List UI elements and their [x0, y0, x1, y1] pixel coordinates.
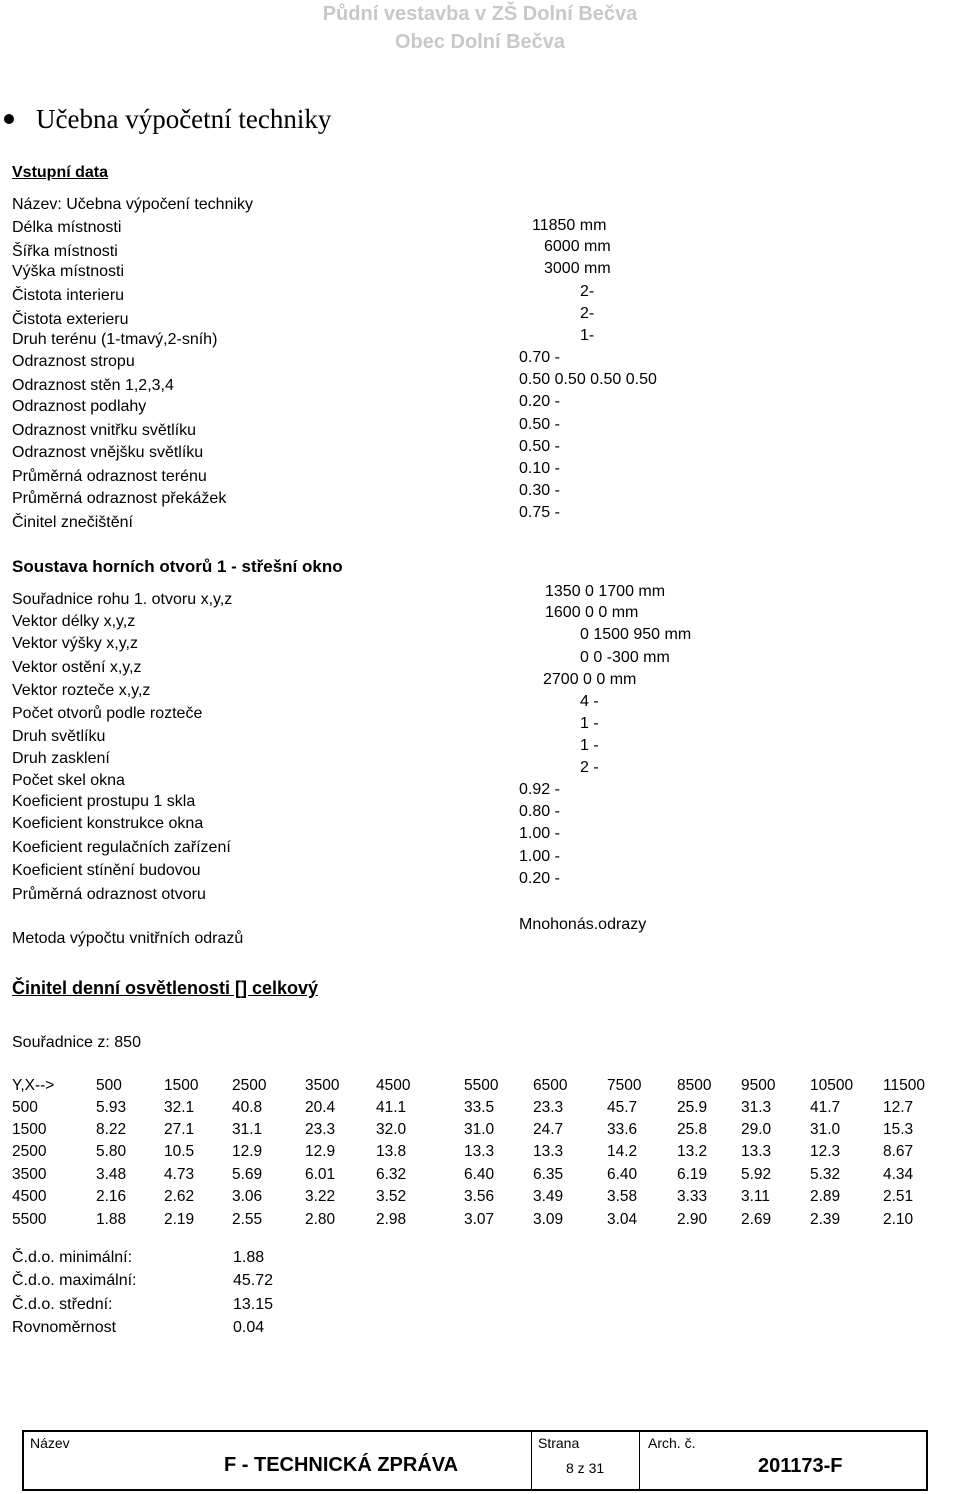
input-heading: Vstupní data [12, 164, 109, 181]
table-cell: 2.62 [164, 1188, 195, 1205]
openings-value: 2 - [580, 759, 599, 776]
table-cell: 6.40 [464, 1166, 495, 1183]
table-cell: 3.09 [533, 1211, 564, 1228]
input-value: 0.30 - [519, 482, 560, 499]
input-label: Odraznost stropu [12, 353, 135, 370]
table-cell: 3.04 [607, 1211, 638, 1228]
input-label: Odraznost podlahy [12, 398, 147, 415]
page-number: 8 z 31 [566, 1460, 605, 1476]
title-block-arch-label: Arch. č. [648, 1435, 696, 1451]
input-label: Výška místnosti [12, 263, 125, 280]
table-cell: 13.8 [376, 1143, 407, 1160]
input-value: 11850 mm [532, 217, 607, 234]
table-cell: 12.9 [305, 1143, 336, 1160]
table-cell: 29.0 [741, 1121, 772, 1138]
table-column-header: 10500 [810, 1077, 854, 1094]
table-row-header: 500 [12, 1099, 38, 1116]
table-row-header: 5500 [12, 1211, 47, 1228]
input-label: Činitel znečištění [12, 514, 133, 531]
summary-value: 13.15 [233, 1296, 274, 1313]
table-cell: 2.98 [376, 1211, 407, 1228]
openings-label: Počet skel okna [12, 772, 125, 789]
title-block-page-label: Strana [538, 1435, 580, 1451]
openings-label: Průměrná odraznost otvoru [12, 886, 206, 903]
openings-label: Metoda výpočtu vnitřních odrazů [12, 930, 244, 947]
table-cell: 3.48 [96, 1166, 127, 1183]
table-cell: 31.0 [810, 1121, 841, 1138]
table-corner-label: Y,X--> [12, 1077, 55, 1094]
table-cell: 45.7 [607, 1099, 638, 1116]
table-cell: 25.8 [677, 1121, 708, 1138]
input-value: 0.50 0.50 0.50 0.50 [519, 371, 657, 388]
input-label: Délka místnosti [12, 219, 122, 236]
table-cell: 40.8 [232, 1099, 263, 1116]
table-cell: 20.4 [305, 1099, 336, 1116]
table-cell: 3.58 [607, 1188, 638, 1205]
coordinate-z: Souřadnice z: 850 [12, 1034, 141, 1051]
table-cell: 5.92 [741, 1166, 772, 1183]
table-cell: 2.51 [883, 1188, 914, 1205]
table-row-header: 4500 [12, 1188, 47, 1205]
table-cell: 2.10 [883, 1211, 914, 1228]
table-column-header: 5500 [464, 1077, 499, 1094]
input-value: 1- [580, 327, 595, 344]
table-cell: 8.67 [883, 1143, 914, 1160]
summary-label: Č.d.o. minimální: [12, 1249, 133, 1266]
openings-value: 0 1500 950 mm [580, 626, 692, 643]
table-cell: 5.93 [96, 1099, 127, 1116]
table-cell: 13.3 [533, 1143, 564, 1160]
input-label: Šířka místnosti [12, 243, 118, 260]
openings-label: Koeficient stínění budovou [12, 862, 201, 879]
table-cell: 27.1 [164, 1121, 195, 1138]
table-cell: 2.80 [305, 1211, 336, 1228]
table-column-header: 500 [96, 1077, 122, 1094]
table-column-header: 4500 [376, 1077, 411, 1094]
openings-value: 0.92 - [519, 781, 560, 798]
table-cell: 3.07 [464, 1211, 495, 1228]
input-value: 2- [580, 283, 595, 300]
table-column-header: 2500 [232, 1077, 267, 1094]
table-column-header: 3500 [305, 1077, 340, 1094]
table-cell: 2.19 [164, 1211, 195, 1228]
openings-value: 0.20 - [519, 870, 560, 887]
document-title: F - TECHNICKÁ ZPRÁVA [224, 1454, 459, 1476]
table-column-header: 8500 [677, 1077, 712, 1094]
table-cell: 6.01 [305, 1166, 336, 1183]
table-cell: 41.1 [376, 1099, 407, 1116]
table-cell: 12.3 [810, 1143, 841, 1160]
openings-value: 1 - [580, 737, 599, 754]
openings-label: Počet otvorů podle rozteče [12, 705, 203, 722]
table-cell: 3.52 [376, 1188, 407, 1205]
header-client: Obec Dolní Bečva [394, 31, 566, 53]
table-cell: 2.90 [677, 1211, 708, 1228]
bullet-icon [4, 114, 14, 124]
table-cell: 41.7 [810, 1099, 841, 1116]
input-value: 6000 mm [544, 238, 611, 255]
title-block-name-label: Název [30, 1435, 70, 1451]
table-column-header: 1500 [164, 1077, 199, 1094]
input-label: Odraznost vnitřku světlíku [12, 422, 197, 439]
input-value: 2- [580, 305, 595, 322]
table-cell: 12.9 [232, 1143, 263, 1160]
openings-label: Vektor délky x,y,z [12, 613, 136, 630]
input-label: Odraznost vnějšku světlíku [12, 444, 204, 461]
openings-heading: Soustava horních otvorů 1 - střešní okno [12, 557, 343, 576]
summary-value: 1.88 [233, 1249, 265, 1266]
table-cell: 5.32 [810, 1166, 841, 1183]
table-cell: 33.5 [464, 1099, 495, 1116]
table-cell: 3.33 [677, 1188, 708, 1205]
table-cell: 31.0 [464, 1121, 495, 1138]
title-block [22, 1430, 928, 1491]
input-value: 0.10 - [519, 460, 560, 477]
table-cell: 13.3 [464, 1143, 495, 1160]
table-cell: 2.89 [810, 1188, 841, 1205]
table-cell: 3.11 [741, 1188, 771, 1205]
input-label: Průměrná odraznost terénu [12, 468, 207, 485]
openings-value: 2700 0 0 mm [543, 671, 637, 688]
table-cell: 23.3 [305, 1121, 336, 1138]
header-project-title: Půdní vestavba v ZŠ Dolní Bečva [322, 3, 638, 25]
table-row-header: 1500 [12, 1121, 47, 1138]
table-cell: 4.34 [883, 1166, 914, 1183]
table-cell: 1.88 [96, 1211, 127, 1228]
summary-value: 45.72 [233, 1272, 274, 1289]
input-value: 0.75 - [519, 504, 560, 521]
table-cell: 13.3 [741, 1143, 772, 1160]
table-cell: 5.80 [96, 1143, 127, 1160]
table-row-header: 3500 [12, 1166, 47, 1183]
openings-label: Souřadnice rohu 1. otvoru x,y,z [12, 591, 233, 608]
openings-value: 1350 0 1700 mm [545, 583, 666, 600]
table-cell: 3.56 [464, 1188, 495, 1205]
page-title: Učebna výpočetní techniky [36, 104, 332, 134]
table-cell: 14.2 [607, 1143, 638, 1160]
openings-label: Vektor výšky x,y,z [12, 635, 138, 652]
openings-value: 4 - [580, 693, 599, 710]
input-label: Druh terénu (1-tmavý,2-sníh) [12, 331, 218, 348]
table-cell: 6.40 [607, 1166, 638, 1183]
input-value: 3000 mm [544, 260, 611, 277]
openings-label: Druh zasklení [12, 750, 110, 767]
archive-number: 201173-F [758, 1455, 843, 1477]
summary-value: 0.04 [233, 1319, 265, 1336]
table-column-header: 7500 [607, 1077, 642, 1094]
table-cell: 33.6 [607, 1121, 638, 1138]
input-label: Odraznost stěn 1,2,3,4 [12, 377, 174, 394]
openings-label: Vektor ostění x,y,z [12, 659, 142, 676]
table-cell: 5.69 [232, 1166, 263, 1183]
input-label: Průměrná odraznost překážek [12, 490, 227, 507]
openings-value: 1.00 - [519, 825, 560, 842]
table-cell: 15.3 [883, 1121, 914, 1138]
table-column-header: 9500 [741, 1077, 776, 1094]
table-cell: 13.2 [677, 1143, 708, 1160]
table-cell: 31.1 [232, 1121, 263, 1138]
openings-label: Koeficient regulačních zařízení [12, 839, 231, 856]
input-label: Čistota exterieru [12, 311, 129, 328]
table-cell: 10.5 [164, 1143, 195, 1160]
room-name: Název: Učebna výpočení techniky [12, 196, 254, 213]
table-cell: 2.55 [232, 1211, 263, 1228]
table-cell: 2.16 [96, 1188, 127, 1205]
table-cell: 25.9 [677, 1099, 708, 1116]
openings-value: 1600 0 0 mm [545, 604, 639, 621]
table-cell: 3.49 [533, 1188, 564, 1205]
openings-label: Koeficient prostupu 1 skla [12, 793, 196, 810]
openings-value: 0.80 - [519, 803, 560, 820]
table-cell: 4.73 [164, 1166, 195, 1183]
openings-value: 1.00 - [519, 848, 560, 865]
table-cell: 6.32 [376, 1166, 407, 1183]
table-cell: 3.06 [232, 1188, 263, 1205]
table-cell: 23.3 [533, 1099, 564, 1116]
openings-value: Mnohonás.odrazy [519, 916, 647, 933]
table-row-header: 2500 [12, 1143, 47, 1160]
summary-label: Č.d.o. maximální: [12, 1272, 137, 1289]
factor-heading: Činitel denní osvětlenosti [] celkový [12, 978, 319, 998]
table-column-header: 6500 [533, 1077, 568, 1094]
summary-label: Rovnoměrnost [12, 1319, 117, 1336]
table-cell: 8.22 [96, 1121, 127, 1138]
openings-label: Koeficient konstrukce okna [12, 815, 204, 832]
table-cell: 32.1 [164, 1099, 195, 1116]
table-column-header: 11500 [883, 1077, 925, 1094]
openings-value: 1 - [580, 715, 599, 732]
table-cell: 31.3 [741, 1099, 772, 1116]
table-cell: 24.7 [533, 1121, 564, 1138]
table-cell: 2.39 [810, 1211, 841, 1228]
input-value: 0.70 - [519, 349, 560, 366]
input-label: Čistota interieru [12, 287, 125, 304]
openings-value: 0 0 -300 mm [580, 649, 670, 666]
input-value: 0.20 - [519, 393, 560, 410]
input-value: 0.50 - [519, 416, 560, 433]
table-cell: 32.0 [376, 1121, 407, 1138]
table-cell: 6.19 [677, 1166, 708, 1183]
table-cell: 3.22 [305, 1188, 336, 1205]
table-cell: 6.35 [533, 1166, 564, 1183]
input-value: 0.50 - [519, 438, 560, 455]
table-cell: 2.69 [741, 1211, 772, 1228]
openings-label: Druh světlíku [12, 728, 106, 745]
summary-label: Č.d.o. střední: [12, 1296, 113, 1313]
openings-label: Vektor rozteče x,y,z [12, 682, 151, 699]
table-cell: 12.7 [883, 1099, 914, 1116]
